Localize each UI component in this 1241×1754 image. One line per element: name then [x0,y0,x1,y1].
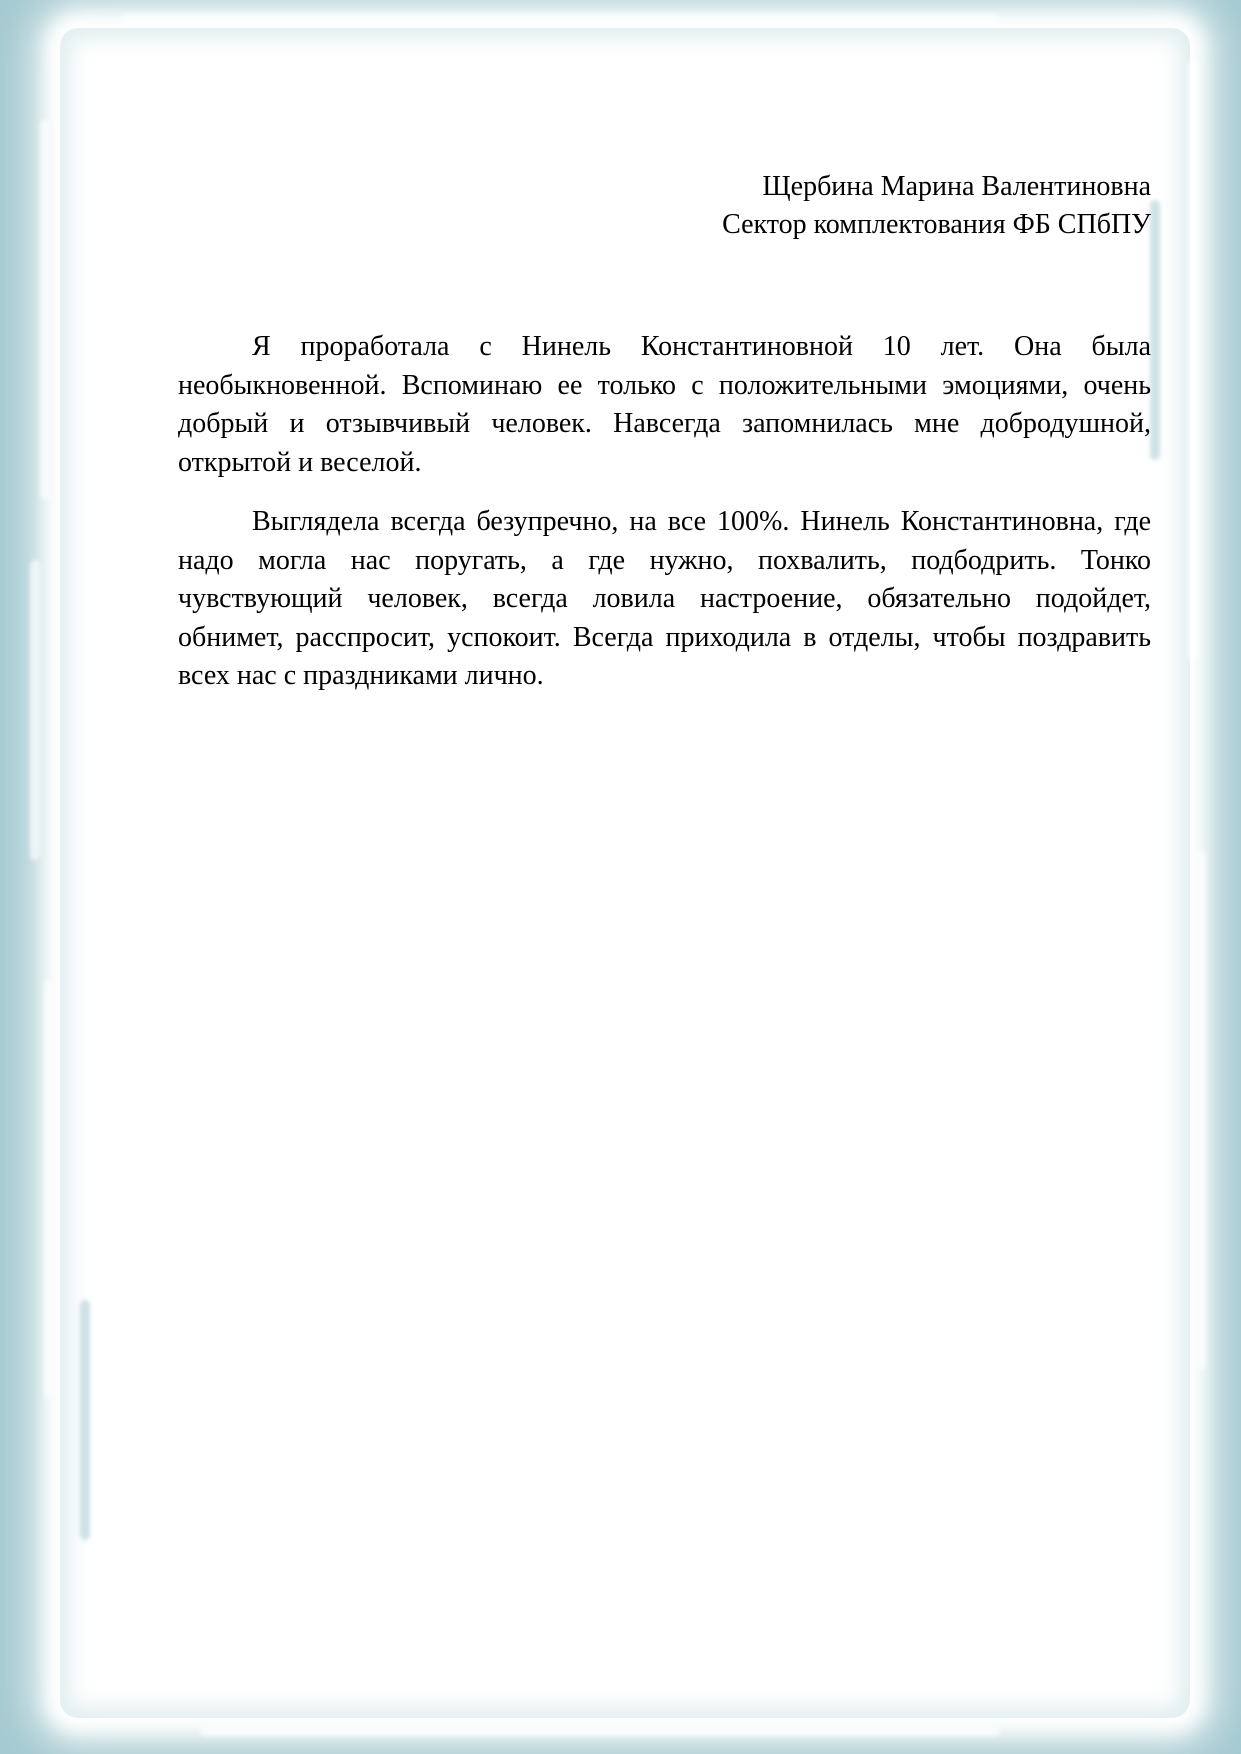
frame-streak [200,1726,1000,1736]
frame-streak [44,980,54,1400]
frame-streak [40,120,50,500]
frame-streak [80,1300,90,1540]
frame-streak [30,560,40,860]
frame-streak [1196,850,1206,1370]
memoir-text [178,328,1151,717]
page-sheet [60,28,1190,1718]
paragraph: Выглядела всегда безупречно, на все 100%. Нинель Константиновна, где надо могла нас поругать, а где нужно, похвалить, подбодрить. Тонко чувствующий человек, всегда ловила настроение, обязательно подойдет, обнимет, расспросит, успокоит. Всегда приходила в отделы, чтобы поздравить всех нас с праздниками лично. [178,506,1151,691]
frame-streak [120,14,1000,24]
paragraph: Я проработала с Нинель Константиновной 10 лет. Она была необыкновенной. Вспоминаю ее только с положительными эмоциями, очень добрый и отзывчивый человек. Навсегда запомнилась мне добродушной, открытой и веселой. [178,331,1151,478]
author-signature [451,168,1151,244]
author-department: Сектор комплектования ФБ СПбПУ [722,209,1151,240]
frame-streak [1188,60,1198,660]
frame-streak [1150,200,1160,460]
author-name: Щербина Марина Валентиновна [762,171,1151,202]
